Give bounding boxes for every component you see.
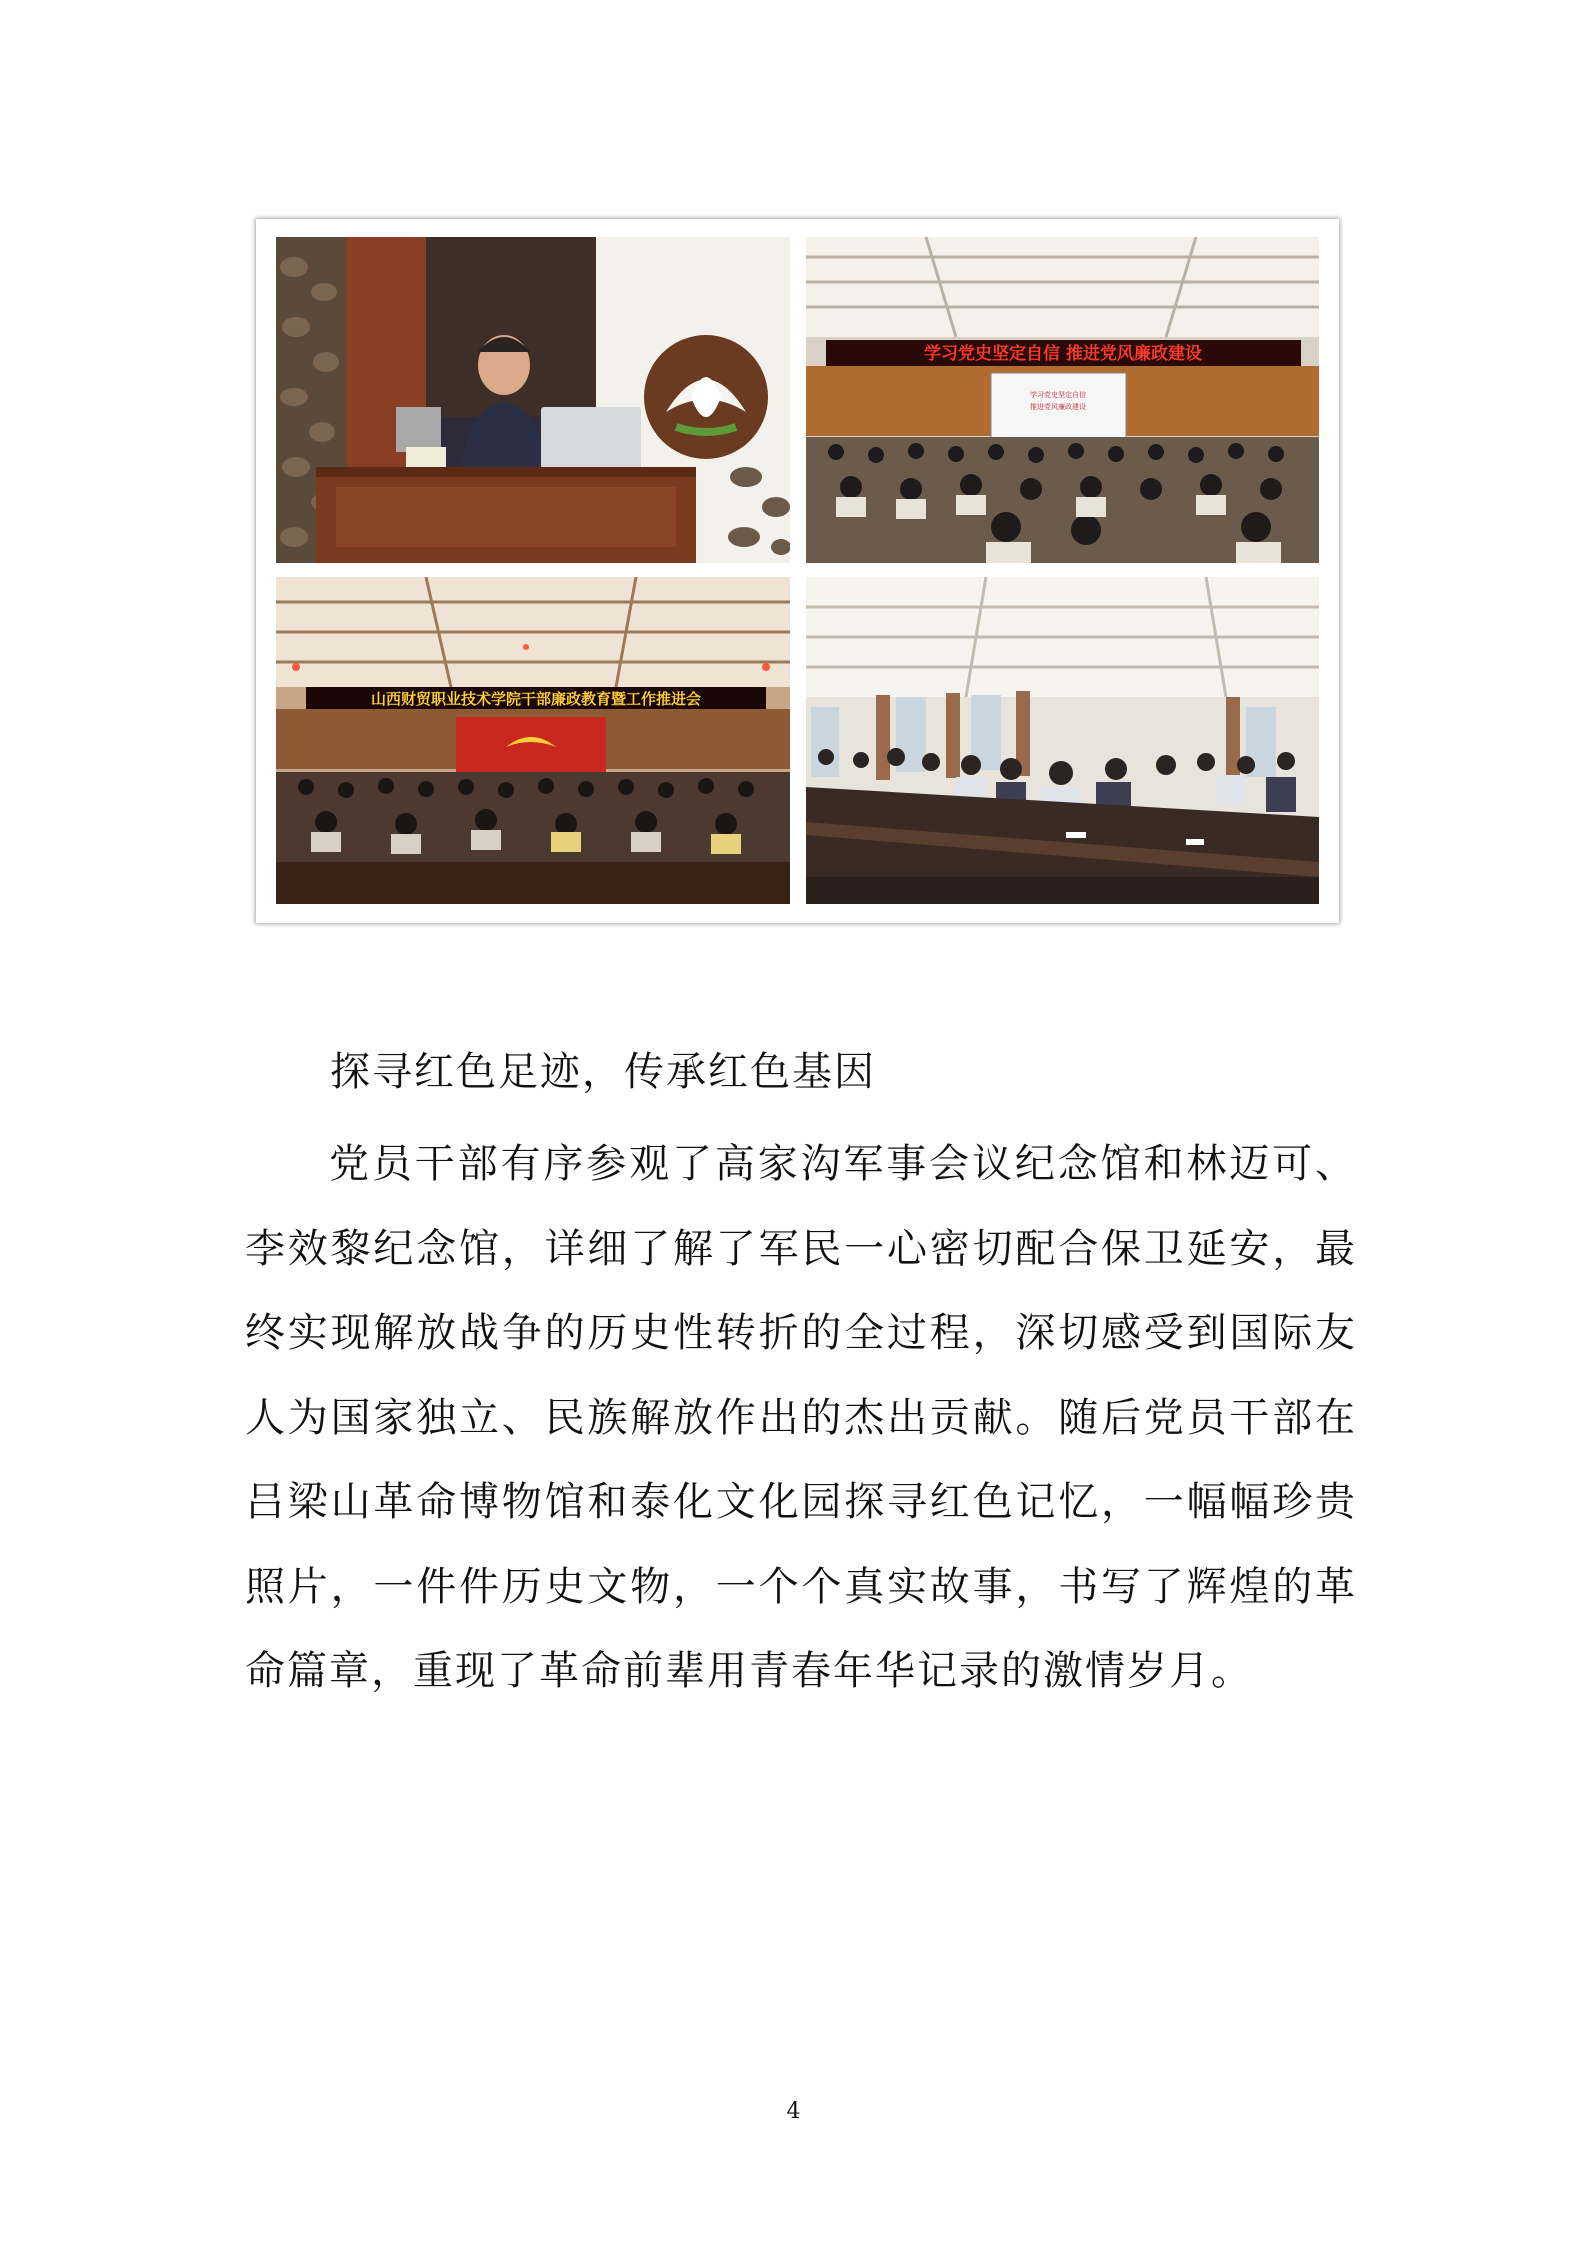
- svg-text:学习党史坚定自信: 学习党史坚定自信: [1030, 391, 1086, 399]
- banner-text: 山西财贸职业技术学院干部廉政教育暨工作推进会: [370, 690, 702, 708]
- photo-speaker-podium: [276, 237, 790, 563]
- photo-lecture-hall: [806, 237, 1319, 563]
- photo-collage: [256, 219, 1339, 923]
- svg-text:推进党风廉政建设: 推进党风廉政建设: [1030, 403, 1086, 411]
- body-paragraph: 党员干部有序参观了高家沟军事会议纪念馆和林迈可、李效黎纪念馆，详细了解了军民一心密切配合保卫延安，最终实现解放战争的历史性转折的全过程，深切感受到国际友人为国家独立、民族解放作出的杰出贡献。随后党员干部在吕梁山革命博物馆和泰化文化园探寻红色记忆，一幅幅珍贵照片，一件件历史文物，一个个真实故事，书写了辉煌的革命篇章，重现了革命前辈用青春年华记录的激情岁月。: [245, 1141, 1357, 1694]
- photo-meeting-banner: [276, 577, 790, 904]
- photo-audience-desks: [806, 577, 1319, 904]
- banner-text: 学习党史坚定自信 推进党风廉政建设: [924, 344, 1202, 364]
- page-number: 4: [786, 2099, 801, 2124]
- section-heading: 探寻红色足迹，传承红色基因: [330, 1049, 876, 1095]
